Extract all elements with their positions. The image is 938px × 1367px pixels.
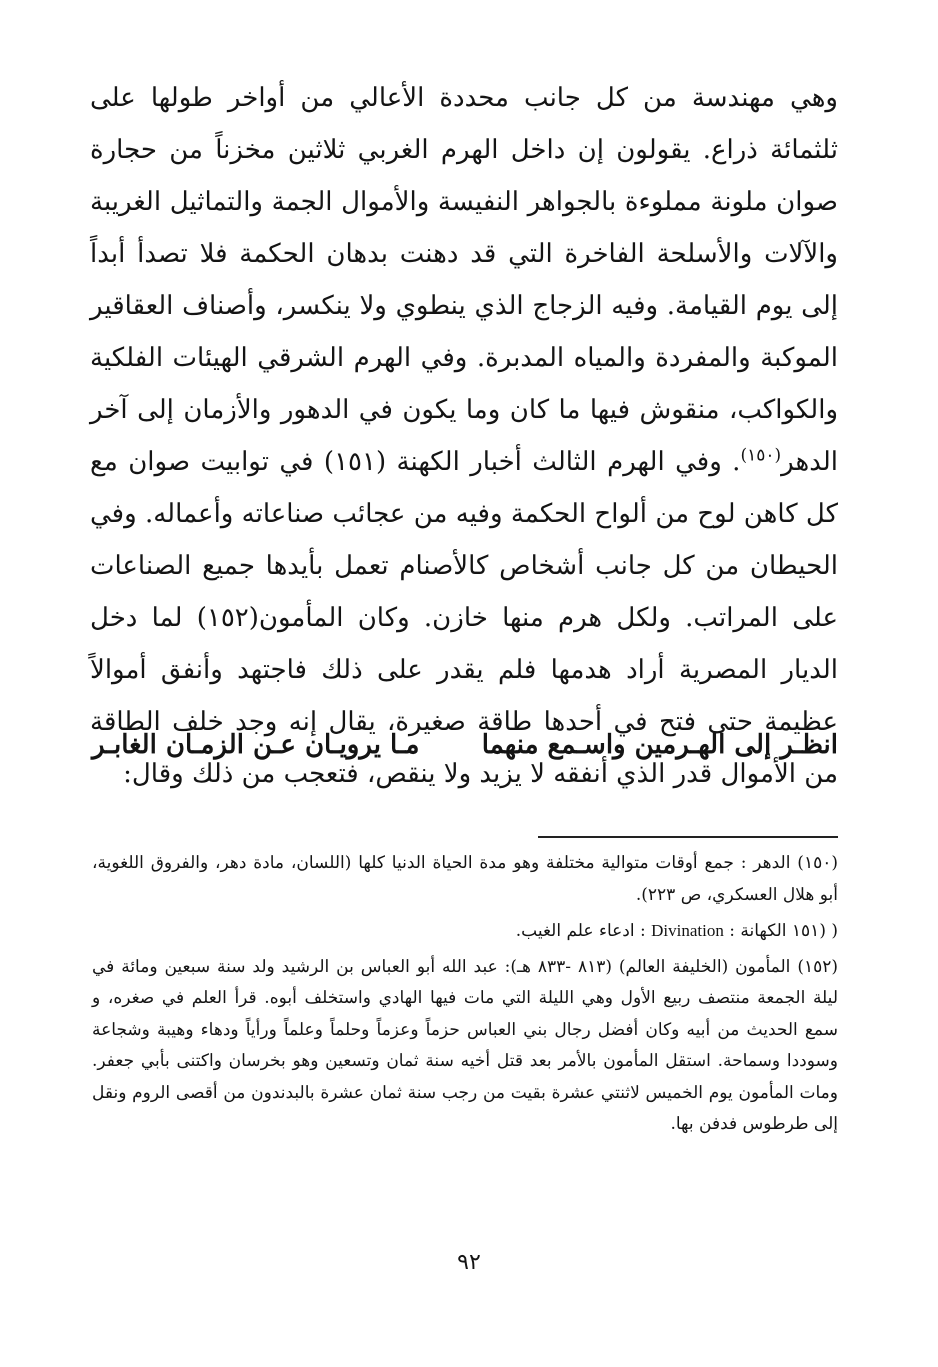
footnote-150: (١٥٠) الدهر : جمع أوقات متوالية مختلفة وهو مدة الحياة الدنيا كلها (اللسان، مادة دهر، والفروق اللغوية، أبو هلال العسكري، ص ٢٢٣). [92, 853, 838, 905]
verse-second-hemistich: مـا يرويـان عـن الزمـان الغابـر [92, 730, 420, 760]
footnotes [92, 848, 838, 1145]
paragraph-part-2: . وفي الهرم الثالث أخبار الكهنة (١٥١) في توابيت صوان مع كل كاهن لوح من ألواح الحكمة وفيه من عجائب صناعاته وأعماله. وفي الحيطان من كل جانب أشخاص كالأصنام تعمل بأيدها جميع الصناعات على المراتب. ولكل هرم منها خازن. وكان المأمون(١٥٢) لما دخل الديار المصرية أراد هدمها فلم يقدر على ذلك فاجتهد وأنفق أموالاً عظيمة حتى فتح في أحدها طاقة صغيرة، يقال إنه وجد خلف الطاقة من الأموال قدر الذي أنفقه لا يزيد ولا ينقص، فتعجب من ذلك وقال: [90, 447, 838, 789]
footnote-151 [92, 915, 838, 948]
footnote-151-prefix: ( (١٥١ الكهانة : [723, 921, 838, 941]
footnote-151-suffix: : ادعاء علم الغيب. [515, 921, 652, 941]
footnote-reference-150: (١٥٠) [740, 445, 782, 466]
footnote-separator-line [538, 836, 838, 838]
paragraph-part-1: وهي مهندسة من كل جانب محددة الأعالي من أواخر طولها على ثلثمائة ذراع. يقولون إن داخل الهرم الغربي ثلاثين مخزناً من حجارة صوان ملونة مملوءة بالجواهر النفيسة والأموال الجمة والتماثيل الغريبة والآلات والأسلحة الفاخرة التي قد دهنت بدهان الحكمة فلا تصدأ أبداً إلى يوم القيامة. وفيه الزجاج الذي ينطوي ولا ينكسر، وأصناف العقاقير الموكبة والمفردة والمياه المدبرة. وفي الهرم الشرقي الهيئات الفلكية والكواكب، منقوش فيها ما كان وما يكون في الدهور والأزمان إلى آخر الدهر [90, 83, 838, 477]
poetry-verse [92, 730, 838, 774]
main-text [90, 72, 838, 800]
footnote-151-term: Divination [651, 921, 724, 940]
page-number: ٩٢ [457, 1250, 481, 1275]
main-paragraph [90, 72, 838, 800]
verse-first-hemistich: انظـر إلى الهـرمين واسـمع منهما [481, 730, 838, 760]
footnote-152: (١٥٢) المأمون (الخليفة العالم) (٨١٣ -٨٣٣ هـ): عبد الله أبو العباس بن الرشيد ولد سنة سبعين ومائة في ليلة الجمعة منتصف ربيع الأول وهي الليلة التي مات فيها الهادي واستخلف أبوه. قرأ العلم في صغره، و سمع الحديث من أبيه وكان أفضل رجال بني العباس حزماً وعزماً وحلماً وعلماً ورأياً ودهاء وهيبة وشجاعة وسوددا وسماحة. استقل المأمون بالأمر بعد قتل أخيه سنة ثمان وتسعين وهو بخرسان واكتنى بأبي جعفر. ومات المأمون يوم الخميس لاثنتي عشرة بقيت من رجب سنة ثمان عشرة بالبدندون من أقصى الروم ونقل إلى طرطوس فدفن بها. [92, 956, 839, 1134]
